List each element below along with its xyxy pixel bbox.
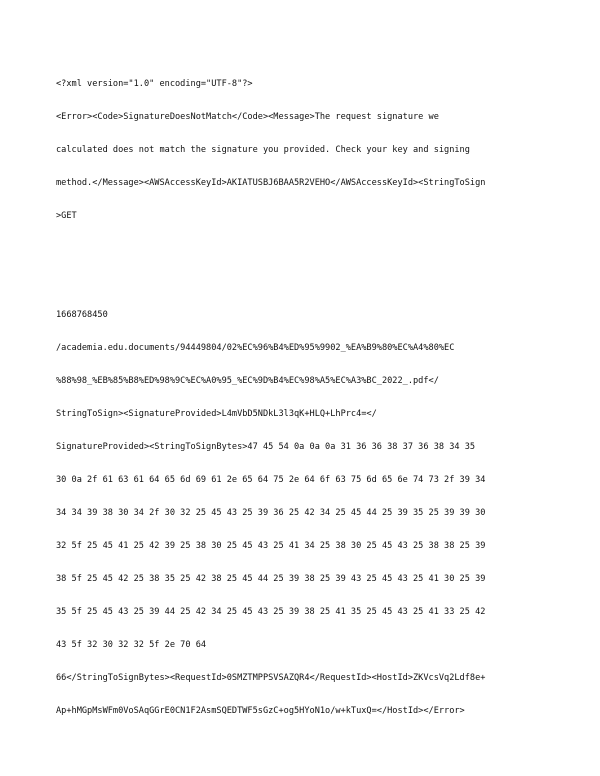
string-to-sign-bytes-line: 34 34 39 38 30 34 2f 30 32 25 45 43 25 39 36 25 42 34 25 45 44 25 39 35 25 39 39 30	[56, 508, 486, 518]
resource-path-line: %88%98_%EB%85%B8%ED%98%9C%EC%A0%95_%EC%9D%B4%EC%98%A5%EC%A3%BC_2022_.pdf</	[56, 376, 439, 386]
string-to-sign-bytes-line: 38 5f 25 45 42 25 38 35 25 42 38 25 45 44 25 39 38 25 39 43 25 45 43 25 41 30 25 39	[56, 574, 486, 584]
string-to-sign-method-line: >GET	[56, 211, 77, 221]
blank-line	[56, 277, 546, 288]
string-to-sign-bytes-line: 32 5f 25 45 41 25 42 39 25 38 30 25 45 43 25 41 34 25 38 30 25 45 43 25 38 38 25 39	[56, 541, 486, 551]
string-to-sign-bytes-line: 43 5f 32 30 32 32 5f 2e 70 64	[56, 640, 207, 650]
error-code-line: <Error><Code>SignatureDoesNotMatch</Code><Message>The request signature we	[56, 112, 439, 122]
signature-provided-line: StringToSign><SignatureProvided>L4mVbD5NDkL3l3qK+HLQ+LhPrc4=</	[56, 409, 377, 419]
resource-path-line: /academia.edu.documents/94449804/02%EC%96%B4%ED%95%9902_%EA%B9%80%EC%A4%80%EC	[56, 343, 455, 353]
access-key-line: method.</Message><AWSAccessKeyId>AKIATUSBJ6BAA5R2VEHO</AWSAccessKeyId><StringToSign	[56, 178, 486, 188]
xml-declaration-line: <?xml version="1.0" encoding="UTF-8"?>	[56, 79, 253, 89]
timestamp-line: 1668768450	[56, 310, 108, 320]
xml-error-document	[56, 57, 546, 728]
error-message-line: calculated does not match the signature you provided. Check your key and signing	[56, 145, 470, 155]
string-to-sign-bytes-line: SignatureProvided><StringToSignBytes>47 45 54 0a 0a 0a 31 36 36 38 37 36 38 34 35	[56, 442, 476, 452]
blank-line	[56, 244, 546, 255]
string-to-sign-bytes-line: 35 5f 25 45 43 25 39 44 25 42 34 25 45 43 25 39 38 25 41 35 25 45 43 25 41 33 25 42	[56, 607, 486, 617]
host-id-line: Ap+hMGpMsWFm0VoSAqGGrE0CN1F2AsmSQEDTWF5sGzC+og5HYoN1o/w+kTuxQ=</HostId></Error>	[56, 706, 465, 716]
string-to-sign-bytes-line: 30 0a 2f 61 63 61 64 65 6d 69 61 2e 65 64 75 2e 64 6f 63 75 6d 65 6e 74 73 2f 39 34	[56, 475, 486, 485]
request-id-line: 66</StringToSignBytes><RequestId>0SMZTMPPSVSAZQR4</RequestId><HostId>ZKVcsVq2Ldf8e+	[56, 673, 486, 683]
